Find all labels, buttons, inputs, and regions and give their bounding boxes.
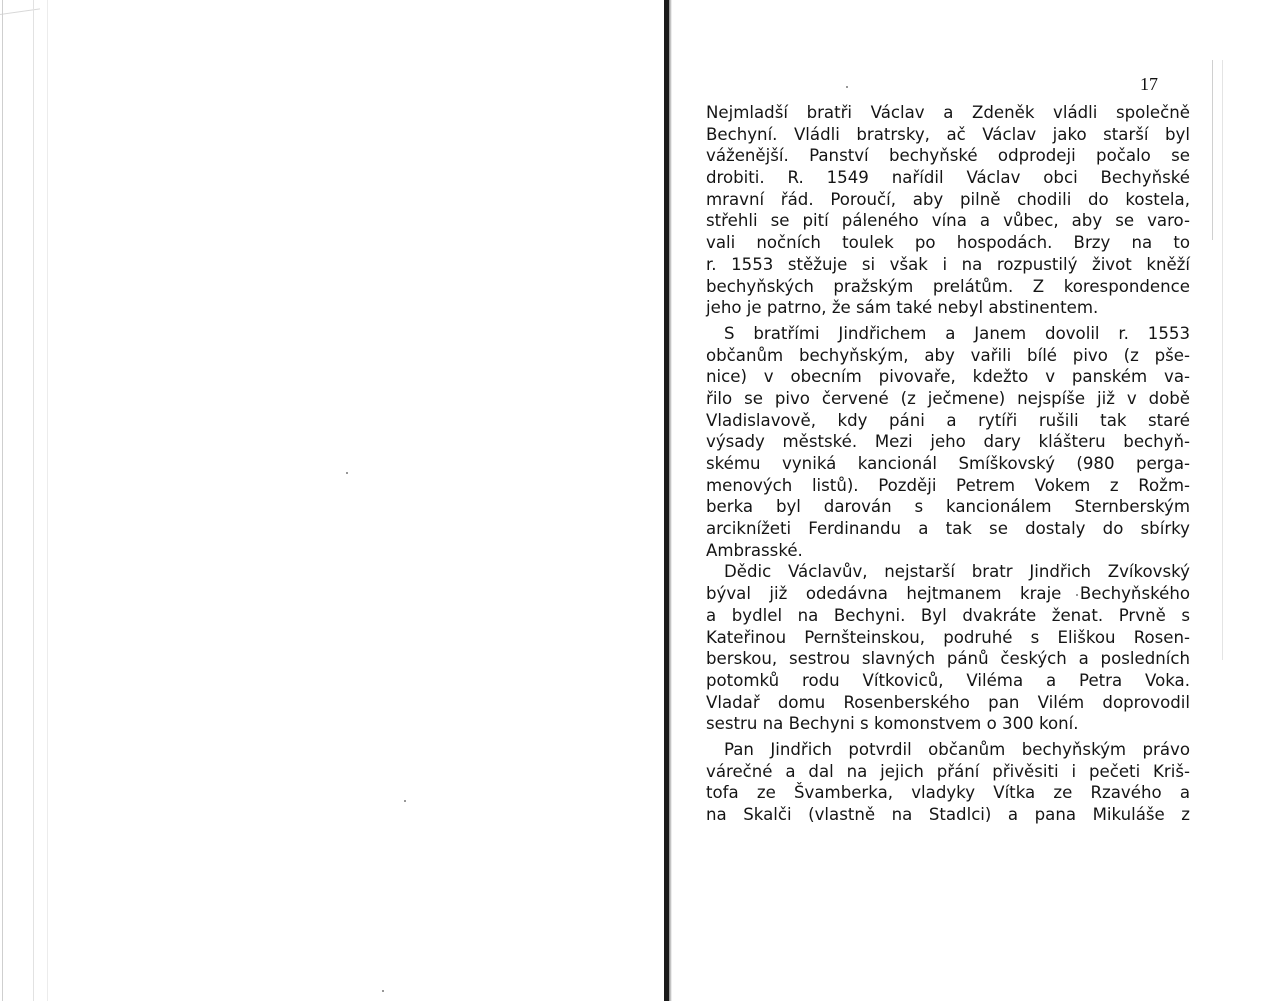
- right-page-edge-line: [1222, 60, 1223, 660]
- paper-speck: [382, 990, 384, 992]
- text-line: býval již odedávna hejtmanem kraje Bechyňského: [706, 584, 1190, 604]
- text-line: řilo se pivo červené (z ječmene) nejspíše již v době: [706, 388, 1190, 408]
- text-line: potomků rodu Vítkoviců, Viléma a Petra Voka.: [706, 670, 1190, 690]
- right-page-edge-line: [1212, 60, 1213, 240]
- text-line: menových listů). Později Petrem Vokem z Rožm-: [706, 475, 1190, 495]
- paragraph: [706, 739, 1190, 826]
- text-line: váženější. Panství bechyňské odprodeji počalo se: [706, 146, 1190, 166]
- text-line: Dědic Václavův, nejstarší bratr Jindřich Zvíkovský: [724, 562, 1190, 582]
- text-line: a bydlel na Bechyni. Byl dvakráte ženat. Prvně s: [706, 605, 1190, 625]
- text-line: Ambrasské.: [706, 540, 803, 560]
- paragraph: [706, 102, 1190, 319]
- text-line: sestru na Bechyni s komonstvem o 300 koní.: [706, 714, 1079, 734]
- text-line: mravní řád. Poroučí, aby pilně chodili do kostela,: [706, 189, 1190, 209]
- text-line: Bechyní. Vládli bratrsky, ač Václav jako starší byl: [706, 124, 1190, 144]
- page-number: 17: [1140, 74, 1158, 94]
- left-page-edge-line: [47, 0, 48, 1001]
- text-line: Nejmladší bratři Václav a Zdeněk vládli společně: [706, 103, 1190, 122]
- text-line: S bratřími Jindřichem a Janem dovolil r. 1553: [724, 323, 1190, 343]
- text-line: r. 1553 stěžuje si však i na rozpustilý život kněží: [706, 254, 1190, 274]
- left-page-corner-fold: [0, 0, 40, 15]
- text-line: vali nočních toulek po hospodách. Brzy na to: [706, 233, 1190, 253]
- text-line: arciknížeti Ferdinandu a tak se dostaly do sbírky: [706, 519, 1190, 539]
- text-line: Vladař domu Rosenberského pan Vilém doprovodil: [706, 692, 1190, 712]
- text-line: Kateřinou Pernšteinskou, podruhé s Eliškou Rosen-: [706, 627, 1190, 647]
- text-line: jeho je patrno, že sám také nebyl abstinentem.: [706, 298, 1099, 318]
- text-line: občanům bechyňským, aby vařili bílé pivo (z pše-: [706, 345, 1190, 365]
- text-line: na Skalči (vlastně na Stadlci) a pana Mikuláše z: [706, 805, 1190, 824]
- left-page-edge-line: [33, 0, 34, 1001]
- paragraph: [706, 323, 1190, 562]
- text-line: tofa ze Švamberka, vladyky Vítka ze Rzavého a: [706, 783, 1190, 803]
- paper-speck: [846, 86, 848, 88]
- text-line: bechyňských pražským prelátům. Z korespondence: [706, 276, 1190, 296]
- text-line: várečné a dal na jejich přání přivěsiti i pečeti Kriš-: [706, 761, 1190, 781]
- text-line: výsady městské. Mezi jeho dary klášteru bechyň-: [706, 432, 1190, 452]
- text-line: drobiti. R. 1549 nařídil Václav obci Bechyňské: [706, 168, 1190, 188]
- paper-speck: [346, 472, 348, 474]
- paragraph: [706, 561, 1190, 735]
- paper-speck: [404, 800, 406, 802]
- gutter-shadow: [669, 0, 672, 1001]
- left-page-edge-line: [2, 0, 3, 1001]
- text-line: nice) v obecním pivovaře, kdežto v panském va-: [706, 367, 1190, 387]
- text-line: skému vyniká kancionál Smíškovský (980 perga-: [706, 454, 1190, 473]
- text-line: střehli se pití páleného vína a vůbec, aby se varo-: [706, 211, 1190, 231]
- text-line: berskou, sestrou slavných pánů českých a posledních: [706, 649, 1190, 669]
- text-line: Pan Jindřich potvrdil občanům bechyňským právo: [724, 739, 1190, 759]
- text-line: berka byl darován s kancionálem Sternberským: [706, 497, 1190, 517]
- text-line: Vladislavově, kdy páni a rytíři rušili tak staré: [706, 410, 1190, 430]
- page-text: [706, 102, 1190, 826]
